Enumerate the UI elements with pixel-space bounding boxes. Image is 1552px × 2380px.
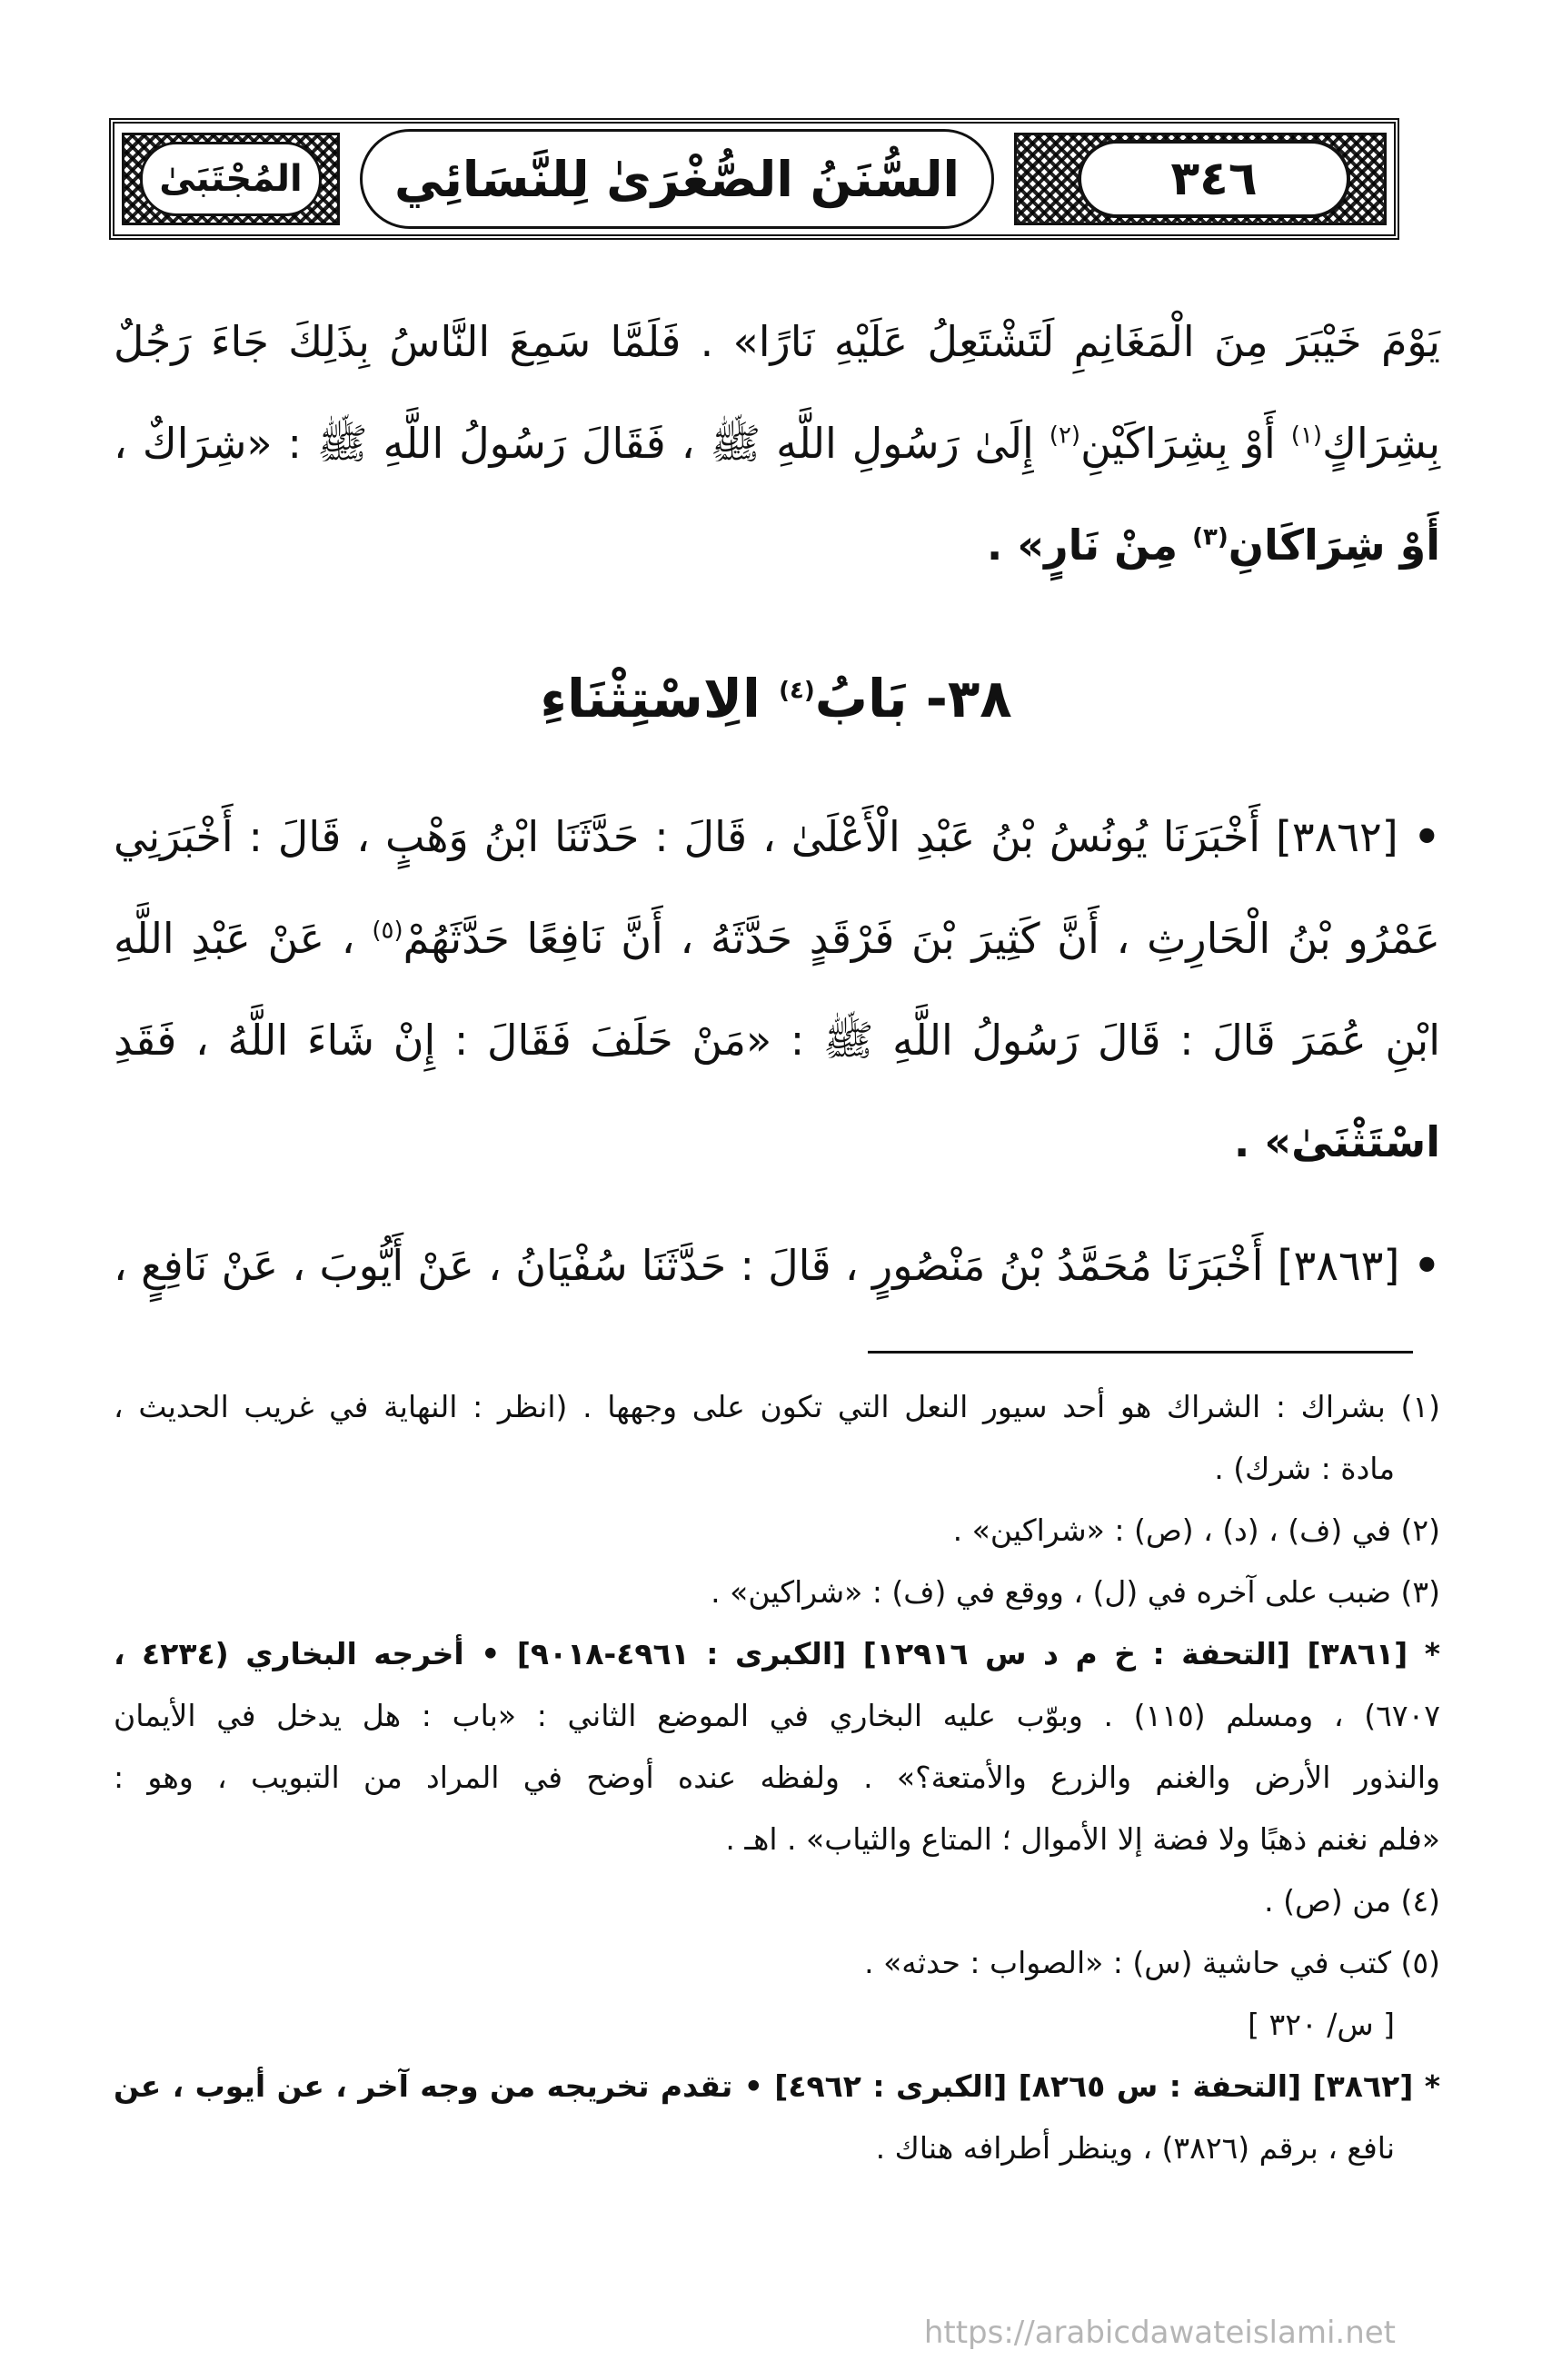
takhrij-line: * [٣٨٦١] [التحفة : خ م د س ١٢٩١٦] [الكبرى : ٤٩٦١-٩٠١٨] • أخرجه البخاري (٤٢٣٤ ، (114, 1636, 1440, 1671)
text-line (114, 1091, 1440, 1193)
text-span: عَمْرُو بْنُ الْحَارِثِ ، أَنَّ كَثِيرَ بْنَ فَرْقَدٍ حَدَّثَهُ ، أَنَّ نَافِعًا حَدَّثَهُمْ (403, 914, 1441, 963)
text-line (114, 494, 1440, 596)
book-logo-text: المُجْتَبَىٰ (159, 158, 303, 200)
text-span: ، عَنْ عَبْدِ اللَّهِ (114, 914, 373, 963)
book-title: السُّنَنُ الصُّغْرَىٰ لِلنَّسَائِي (393, 150, 960, 208)
text-span: اسْتَثْنَىٰ» . (1233, 1117, 1440, 1166)
text-span: أَوْ بِشِرَاكَيْنِ (1080, 419, 1291, 468)
footnote-marker: (٢) (1049, 421, 1081, 450)
footnote-marker: (٤) (779, 677, 815, 705)
takhrij-line: والنذور الأرض والغنم والزرع والأمتعة؟» . ولفظه عنده أوضح في المراد من التبويب ، وهو : (114, 1760, 1440, 1795)
footnote-marker: (٥) (372, 917, 403, 945)
page-number-cartouche (1078, 140, 1350, 218)
text-line (114, 786, 1440, 888)
hadith-block (114, 786, 1440, 1316)
chapter-heading-text: ٣٨- بَابُ (814, 668, 1012, 729)
chapter-heading-text: الِاسْتِثْنَاءِ (540, 668, 780, 729)
text-span: [٣٨٦٣] أَخْبَرَنَا مُحَمَّدُ بْنُ مَنْصُورٍ ، قَالَ : حَدَّثَنَا سُفْيَانُ ، عَنْ أَيُّوبَ ، عَنْ نَافِعٍ ، (114, 1241, 1414, 1290)
takhrij-line: * [٣٨٦٢] [التحفة : س ٨٢٦٥] [الكبرى : ٤٩٦٢] • تقدم تخريجه من وجه آخر ، عن أيوب ، عن (114, 2068, 1441, 2104)
page-header (109, 118, 1399, 240)
page-number: ٣٤٦ (1170, 152, 1258, 206)
footnote-line: (٤) من (ص) . (1264, 1883, 1440, 1919)
takhrij-line: «فلم نغنم ذهبًا ولا فضة إلا الأموال ؛ المتاع والثياب» . اهـ . (725, 1821, 1440, 1857)
bullet-icon: • (1413, 1241, 1440, 1290)
footnotes (114, 1376, 1440, 2179)
text-line (114, 291, 1440, 392)
text-line (114, 888, 1440, 989)
watermark-url: https://arabicdawateislami.net (923, 2315, 1396, 2351)
footnote-marker: (٣) (1192, 523, 1229, 551)
page-reference: [ س/ ٣٢٠ ] (1248, 2007, 1395, 2042)
hadith-continuation (114, 291, 1440, 596)
footnote-line: (٥) كتب في حاشية (س) : «الصواب : حدثه» . (864, 1945, 1440, 1980)
text-line (114, 989, 1440, 1091)
text-span: بِشِرَاكٍ (1322, 419, 1440, 468)
text-span: مِنْ نَارٍ» . (986, 521, 1193, 570)
footnote-line: (١) بشراك : الشراك هو أحد سيور النعل التي تكون على وجهها . (انظر : النهاية في غريب الحديث ، (114, 1389, 1440, 1424)
takhrij-line: ٦٧٠٧) ، ومسلم (١١٥) . وبوّب عليه البخاري في الموضع الثاني : «باب : هل يدخل في الأيمان (114, 1698, 1440, 1733)
text-span: يَوْمَ خَيْبَرَ مِنَ الْمَغَانِمِ لَتَشْتَعِلُ عَلَيْهِ نَارًا» . فَلَمَّا سَمِعَ النَّاسُ بِذَلِكَ جَاءَ رَجُلٌ (114, 317, 1440, 366)
text-line (114, 1215, 1440, 1316)
text-span: إِلَىٰ رَسُولِ اللَّهِ ﷺ ، فَقَالَ رَسُولُ اللَّهِ ﷺ : «شِرَاكٌ ، (114, 419, 1050, 468)
text-span: ابْنِ عُمَرَ قَالَ : قَالَ رَسُولُ اللَّهِ ﷺ : «مَنْ حَلَفَ فَقَالَ : إِنْ شَاءَ اللَّهُ ، فَقَدِ (114, 1016, 1440, 1065)
text-span: أَوْ شِرَاكَانِ (1228, 521, 1440, 570)
bullet-icon: • (1413, 812, 1440, 861)
footnote-marker: (١) (1290, 421, 1323, 450)
header-title-cartouche (360, 129, 994, 229)
takhrij-line: نافع ، برقم (٣٨٢٦) ، وينظر أطرافه هناك . (875, 2130, 1395, 2166)
footnote-line: (٢) في (ف) ، (د) ، (ص) : «شراكين» . (952, 1512, 1440, 1548)
chapter-heading (0, 668, 1552, 729)
footnote-line: (٣) ضبب على آخره في (ل) ، ووقع في (ف) : «شراكين» . (711, 1574, 1440, 1610)
text-line (114, 392, 1440, 494)
text-span: [٣٨٦٢] أَخْبَرَنَا يُونُسُ بْنُ عَبْدِ الْأَعْلَىٰ ، قَالَ : حَدَّثَنَا ابْنُ وَهْبٍ ، قَالَ : أَخْبَرَنِي (114, 812, 1414, 861)
footnote-line: مادة : شرك) . (1214, 1451, 1395, 1486)
footnote-separator (868, 1351, 1413, 1354)
book-logo (140, 142, 322, 216)
